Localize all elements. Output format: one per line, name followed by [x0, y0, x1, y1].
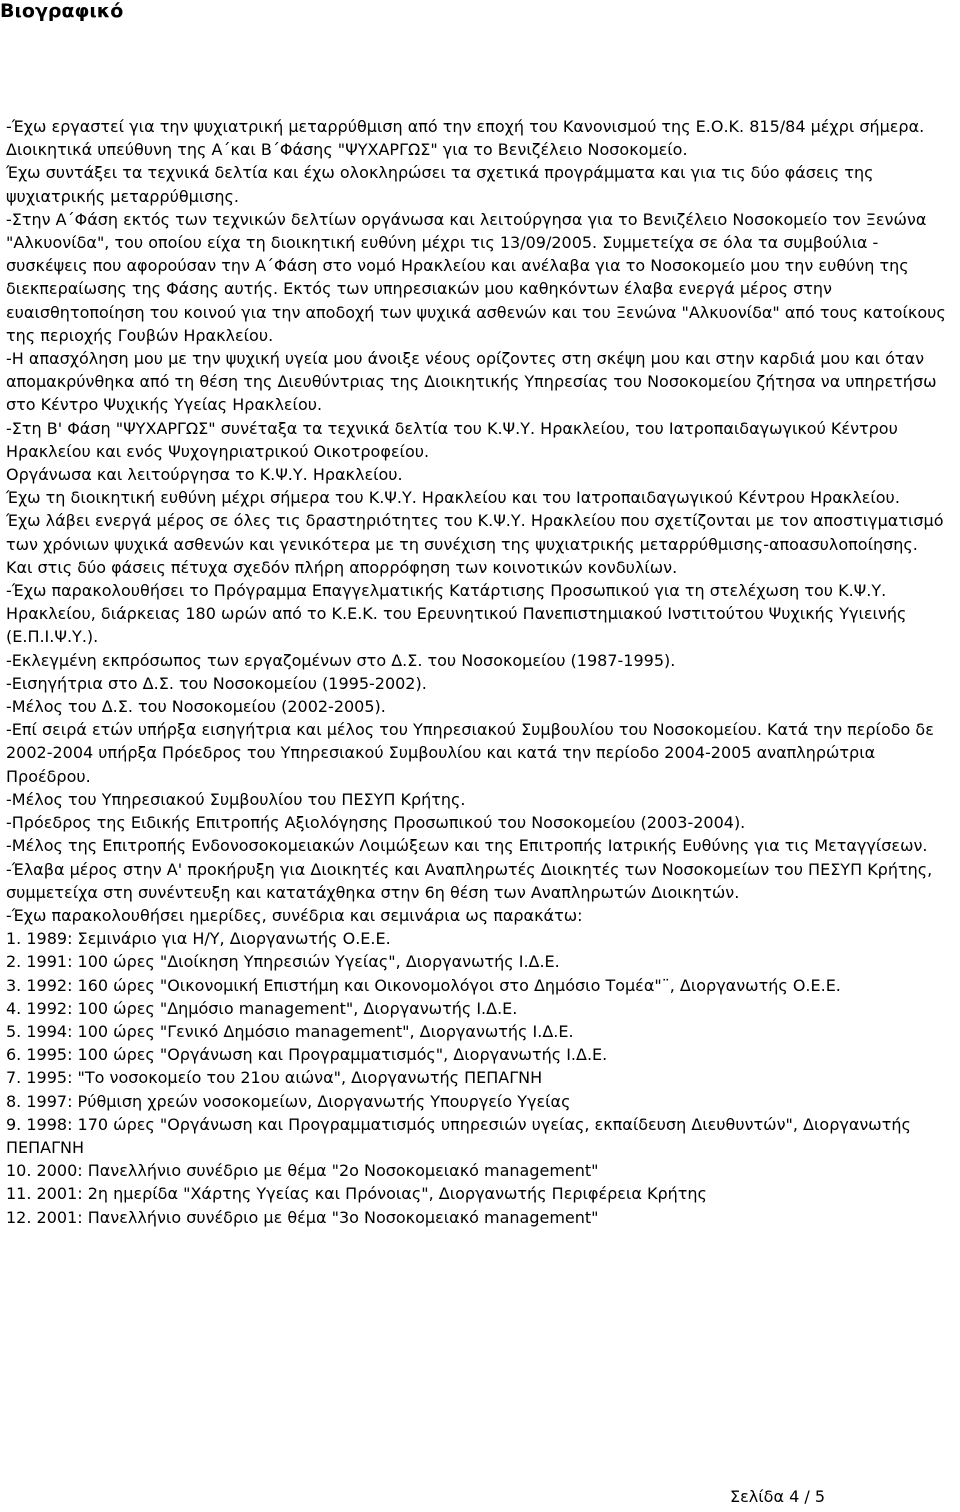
text-line: Και στις δύο φάσεις πέτυχα σχεδόν πλήρη απορρόφηση των κοινοτικών κονδυλίων. [6, 557, 678, 577]
text-line: 11. 2001: 2η ημερίδα "Χάρτης Υγείας και Πρόνοιας", Διοργανωτής Περιφέρεια Κρήτης [6, 1184, 707, 1204]
text-line: 10. 2000: Πανελλήνιο συνέδριο με θέμα "2ο Νοσοκομειακό management" [6, 1161, 599, 1181]
text-line: -Η απασχόληση μου με την ψυχική υγεία μου άνοιξε νέους ορίζοντες στη σκέψη μου και στην καρδιά μου και όταν απομακρύνθηκα από τη θέση της Διευθύντριας της Διοικητικής Υπηρεσίας του Νοσοκομείου ζήτησα να υπηρετήσω στο Κέντρο Ψυχικής Υγείας Ηρακλείου. [6, 349, 937, 415]
text-line: Έχω λάβει ενεργά μέρος σε όλες τις δραστηριότητες του Κ.Ψ.Υ. Ηρακλείου που σχετίζονται με τον αποστιγματισμό των χρόνιων ψυχικά ασθενών και γενικότερα με τη συνέχιση της ψυχιατρικής μεταρρύθμισης-αποασυλοποίησης. [6, 511, 944, 554]
text-line: -Μέλος του Δ.Σ. του Νοσοκομείου (2002-2005). [6, 697, 386, 717]
text-line: 4. 1992: 100 ώρες "Δημόσιο management", Διοργανωτής Ι.Δ.Ε. [6, 998, 518, 1018]
text-line: -Μέλος του Υπηρεσιακού Συμβουλίου του ΠΕΣΥΠ Κρήτης. [6, 789, 466, 809]
text-line: -Έλαβα μέρος στην Α' προκήρυξη για Διοικητές και Αναπληρωτές Διοικητές των Νοσοκομείων του ΠΕΣΥΠ Κρήτης, συμμετείχα στη συνέντευξη και κατατάχθηκα στην 6η θέση των Αναπληρωτών Διοικητών. [6, 859, 933, 902]
text-line: 7. 1995: "Το νοσοκομείο του 21ου αιώνα", Διοργανωτής ΠΕΠΑΓΝΗ [6, 1068, 543, 1088]
text-line: -Έχω εργαστεί για την ψυχιατρική μεταρρύθμιση από την εποχή του Κανονισμού της Ε.Ο.Κ. 815/84 μέχρι σήμερα. [6, 117, 925, 136]
text-line: 1. 1989: Σεμινάριο για Η/Υ, Διοργανωτής Ο.Ε.Ε. [6, 929, 391, 949]
page-number-footer: Σελίδα 4 / 5 [730, 1487, 825, 1506]
text-line: 6. 1995: 100 ώρες "Οργάνωση και Προγραμματισμός", Διοργανωτής Ι.Δ.Ε. [6, 1045, 608, 1065]
document-body [6, 115, 956, 1229]
text-line: -Εισηγήτρια στο Δ.Σ. του Νοσοκομείου (1995-2002). [6, 673, 427, 693]
text-line: -Έχω παρακολουθήσει το Πρόγραμμα Επαγγελματικής Κατάρτισης Προσωπικού για τη στελέχωση του Κ.Ψ.Υ. Ηρακλείου, διάρκειας 180 ωρών από το Κ.Ε.Κ. του Ερευνητικού Πανεπιστημιακού Ινστιτούτου Ψυχικής Υγιεινής (Ε.Π.Ι.Ψ.Υ.). [6, 581, 907, 647]
text-line: 12. 2001: Πανελλήνιο συνέδριο με θέμα "3ο Νοσοκομειακό management" [6, 1207, 599, 1227]
text-line: Οργάνωσα και λειτούργησα το Κ.Ψ.Υ. Ηρακλείου. [6, 465, 403, 485]
text-line: Διοικητικά υπεύθυνη της Α΄και Β΄Φάσης "ΨΥΧΑΡΓΩΣ" για το Βενιζέλειο Νοσοκομείο. [6, 140, 688, 160]
text-line: -Στη Β' Φάση "ΨΥΧΑΡΓΩΣ" συνέταξα τα τεχνικά δελτία του Κ.Ψ.Υ. Ηρακλείου, του Ιατροπαιδαγωγικού Κέντρου Ηρακλείου και ενός Ψυχογηριατρικού Οικοτροφείου. [6, 418, 898, 461]
text-line: Έχω τη διοικητική ευθύνη μέχρι σήμερα του Κ.Ψ.Υ. Ηρακλείου και του Ιατροπαιδαγωγικού Κέντρου Ηρακλείου. [6, 488, 900, 508]
page-title: Βιογραφικό [0, 0, 124, 22]
text-line: -Έχω παρακολουθήσει ημερίδες, συνέδρια και σεμινάρια ως παρακάτω: [6, 905, 583, 925]
text-line: -Στην Α΄Φάση εκτός των τεχνικών δελτίων οργάνωσα και λειτούργησα για το Βενιζέλειο Νοσοκομείο τον Ξενώνα "Αλκυονίδα", του οποίου είχα τη διοικητική ευθύνη μέχρι τις 13/09/2005. Συμμετείχα σε όλα τα συμβούλια - συσκέψεις που αφορούσαν την Α΄Φάση στο νομό Ηρακλείου και ανέλαβα για το Νοσοκομείο μου την ευθύνη της διεκπεραίωσης της Φάσης αυτής. Εκτός των υπηρεσιακών μου καθηκόντων έλαβα ενεργά μέρος στην ευαισθητοποίηση του κοινού για την αποδοχή των ψυχικά ασθενών και του Ξενώνα "Αλκυονίδα" από τους κατοίκους της περιοχής Γουβών Ηρακλείου. [6, 209, 946, 345]
text-line: 9. 1998: 170 ώρες "Οργάνωση και Προγραμματισμός υπηρεσιών υγείας, εκπαίδευση Διευθυντών", Διοργανωτής ΠΕΠΑΓΝΗ [6, 1114, 911, 1157]
text-line: 2. 1991: 100 ώρες "Διοίκηση Υπηρεσιών Υγείας", Διοργανωτής Ι.Δ.Ε. [6, 952, 560, 972]
text-line: -Πρόεδρος της Ειδικής Επιτροπής Αξιολόγησης Προσωπικού του Νοσοκομείου (2003-2004). [6, 813, 746, 833]
text-line: -Μέλος της Επιτροπής Ενδονοσοκομειακών Λοιμώξεων και της Επιτροπής Ιατρικής Ευθύνης για τις Μεταγγίσεων. [6, 836, 928, 856]
text-line: 3. 1992: 160 ώρες "Οικονομική Επιστήμη και Οικονομολόγοι στο Δημόσιο Τομέα"¨, Διοργανωτής Ο.Ε.Ε. [6, 975, 841, 995]
text-line: 8. 1997: Ρύθμιση χρεών νοσοκομείων, Διοργανωτής Υπουργείο Υγείας [6, 1091, 571, 1111]
text-line: -Επί σειρά ετών υπήρξα εισηγήτρια και μέλος του Υπηρεσιακού Συμβουλίου του Νοσοκομείου. Κατά την περίοδο δε 2002-2004 υπήρξα Πρόεδρος του Υπηρεσιακού Συμβουλίου και κατά την περίοδο 2004-2005 αναπληρώτρια Προέδρου. [6, 720, 934, 786]
text-line: -Εκλεγμένη εκπρόσωπος των εργαζομένων στο Δ.Σ. του Νοσοκομείου (1987-1995). [6, 650, 676, 670]
text-line: Έχω συντάξει τα τεχνικά δελτία και έχω ολοκληρώσει τα σχετικά προγράμματα και για τις δύο φάσεις της ψυχιατρικής μεταρρύθμισης. [6, 163, 874, 206]
text-line: 5. 1994: 100 ώρες "Γενικό Δημόσιο management", Διοργανωτής Ι.Δ.Ε. [6, 1021, 574, 1041]
